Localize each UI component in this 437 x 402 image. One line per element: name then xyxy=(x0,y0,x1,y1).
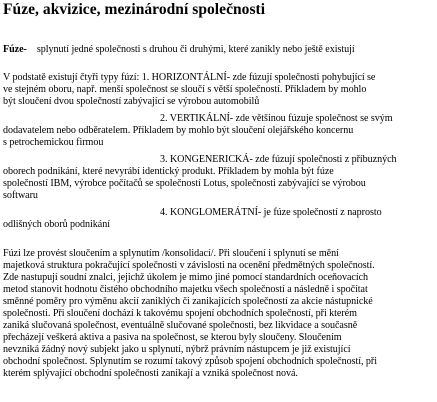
document-title: Fúze, akvizice, mezinárodní společnosti xyxy=(3,1,266,18)
types-line: 4. KONGLOMERÁTNÍ- je fúze společností z naprosto xyxy=(160,207,382,218)
types-line: být sloučení dvou společností zabývající se výrobou automobilů xyxy=(3,96,260,107)
process-line: zaniká slučovaná společnost, eventuálně slučované společnosti, bez likvidace a současně xyxy=(3,320,358,331)
types-line: dodavatelem nebo odběratelem. Příkladem by mohlo být sloučení olejářského koncernu xyxy=(3,125,354,136)
process-line: Fúzi lze provést sloučením a splynutím /konsolidací/. Při sloučení i splynutí se mění xyxy=(3,248,339,259)
process-line: přecházejí veškerá aktiva a pasiva na společnost, se kterou byly sloučeny. Sloučením xyxy=(3,332,342,343)
types-line: softwaru xyxy=(3,190,38,201)
process-line: společnosti. Při sloučení dochází k takovému spojení obchodních společností, při kterém xyxy=(3,308,357,319)
process-line: nevzniká žádný nový subjekt jako u splynutí, nýbrž právním nástupcem je již existující xyxy=(3,344,351,355)
definition-term: Fúze- xyxy=(3,44,27,55)
types-line: s petrochemickou firmou xyxy=(3,137,104,148)
types-line: ve stejném oboru, např. menší společnost se sloučí s větší společností. Příkladem by mohlo xyxy=(3,84,367,95)
definition-line xyxy=(3,44,355,56)
process-line: obchodní společnost. Splynutím se rozumí takový způsob spojení obchodních společností, při xyxy=(3,356,377,367)
process-line: kterém splývající obchodní společnosti zanikají a vzniká společnost nová. xyxy=(3,368,298,379)
process-line: Zde nastupují soudní znalci, jejichž úkolem je mimo jiné pomocí standardních oceňovacích xyxy=(3,272,369,283)
types-line: V podstatě existují čtyři typy fúzí: 1. HORIZONTÁLNÍ- zde fúzují společnosti pohybující se xyxy=(3,72,376,83)
types-line: 2. VERTIKÁLNÍ- zde většinou fúzuje společnost se svým xyxy=(160,113,393,124)
definition-text: splynutí jedné společnosti s druhou či druhými, které zanikly nebo ještě existují xyxy=(36,44,355,55)
process-line: metod stanovit hodnotu čistého obchodního majetku všech společností a následně i spočítat xyxy=(3,284,368,295)
types-line: společností IBM, výrobce počítačů se společností Lotus, společnosti zabývající se výrobou xyxy=(3,178,366,189)
process-line: směnné poměry pro výměnu akcií zaniklých či zanikajících společností za akcie nástupnické xyxy=(3,296,373,307)
types-line: odlišných oborů podnikání xyxy=(3,219,110,230)
types-line: 3. KONGENERICKÁ- zde fúzují společnosti z příbuzných xyxy=(160,154,397,165)
types-line: oborech podnikání, které nevyrábí identický produkt. Příkladem by mohla být fúze xyxy=(3,166,334,177)
process-line: majetková struktura pokračující společnosti v závislosti na ocenění předmětných společností. xyxy=(3,260,375,271)
